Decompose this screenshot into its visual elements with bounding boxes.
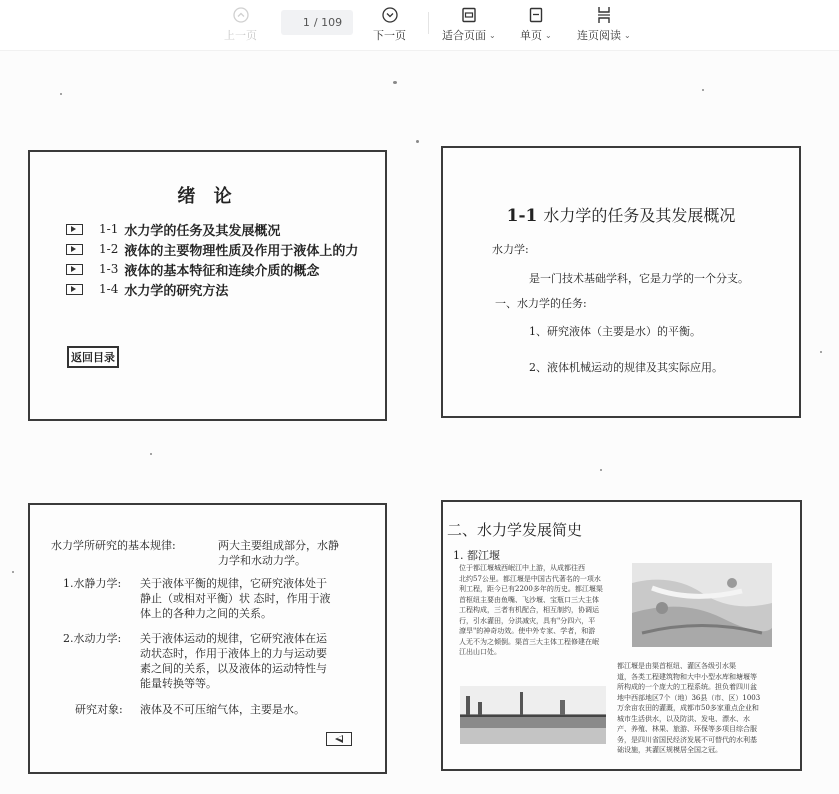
- continuous-scroll-icon: [596, 6, 612, 24]
- toc-text: 液体的主要物理性质及作用于液体上的力: [124, 243, 359, 259]
- continuous-read-label: 连页阅读: [577, 29, 621, 42]
- dynamics-line: 关于液体运动的规律，它研究液体在运: [140, 632, 327, 645]
- intro-label: 水力学所研究的基本规律:: [51, 539, 176, 552]
- statics-line: 关于液体平衡的规律，它研究液体处于: [140, 577, 327, 590]
- play-box-icon: [66, 284, 83, 295]
- slide-line: 水力学:: [492, 243, 529, 256]
- dujiangyan-aerial-photo: [632, 563, 772, 647]
- single-page-icon: [528, 6, 544, 24]
- toc-text: 液体的基本特征和连续介质的概念: [124, 263, 320, 279]
- page-indicator: [281, 10, 353, 35]
- dujiangyan-weir-photo: [460, 686, 606, 744]
- page-total: / 109: [313, 16, 343, 29]
- slide-basic-laws: [28, 503, 387, 774]
- play-box-icon: [66, 224, 83, 235]
- prev-page-label: 上一页: [224, 29, 257, 42]
- object-label: 研究对象:: [75, 703, 123, 716]
- paragraph-line: 潦旱"的神奇功效。使中外专家、学者，和游: [459, 627, 596, 635]
- slide-subheading: 1. 都江堰: [453, 549, 500, 562]
- caret-down-icon: ⌄: [489, 30, 496, 40]
- heading-number: 1-1: [506, 206, 538, 226]
- paragraph-line: 产、养殖、林果、旅游、环保等多项目综合服: [617, 725, 757, 733]
- paragraph-line: 利工程，距今已有2200多年的历史。都江堰渠: [459, 585, 603, 593]
- slide-heading: [443, 203, 799, 226]
- slide-intro-contents: [28, 150, 387, 421]
- paragraph-line: 所构成的一个庞大的工程系统。担负着四川盆: [617, 683, 757, 691]
- history-paragraph-1: [459, 563, 635, 658]
- slide-heading: 二、水力学发展简史: [447, 521, 583, 539]
- paragraph-line: 道，各类工程建筑物和大中小型水库和塘堰等: [617, 672, 757, 681]
- paragraph-line: 首枢纽主要由鱼嘴、飞沙堰、宝瓶口三大主体: [459, 595, 599, 604]
- table-of-contents: [66, 219, 358, 299]
- toc-number: 1-4: [99, 282, 119, 296]
- toc-item[interactable]: [66, 259, 358, 279]
- paragraph-line: 江出山口处。: [459, 648, 501, 656]
- next-page-button[interactable]: [373, 6, 406, 43]
- toc-text: 水力学的研究方法: [124, 283, 229, 299]
- single-page-label: 单页: [520, 29, 542, 42]
- intro-text: 力学和水动力学。: [218, 554, 306, 567]
- fit-page-icon: [461, 6, 477, 24]
- heading-text: 水力学的任务及其发展概况: [543, 206, 736, 225]
- paragraph-line: 都江堰是由渠首枢纽、灌区各级引水渠: [617, 662, 736, 670]
- paragraph-line: 地中西部地区7个（地）36县（市、区）1003: [617, 693, 761, 702]
- slide-line: 1、研究液体（主要是水）的平衡。: [529, 325, 701, 338]
- dynamics-line: 素之间的关系，以及液体的运动特性与: [140, 662, 327, 675]
- toc-item[interactable]: [66, 279, 358, 299]
- chevron-up-circle-icon: [233, 6, 249, 24]
- scan-speck: [150, 453, 152, 455]
- scan-speck: [702, 89, 704, 91]
- statics-line: 体上的各种力之间的关系。: [140, 607, 272, 620]
- paragraph-line: 础设施，其灌区规模居全国之冠。: [617, 746, 722, 754]
- slide-line: 一、水力学的任务:: [495, 297, 587, 310]
- paragraph-line: 万余亩农田的灌溉，成都市50多家重点企业和: [617, 704, 759, 712]
- play-box-icon: [66, 244, 83, 255]
- paragraph-line: 行，引水灌田，分洪减灾，具有"分四六，平: [459, 616, 596, 625]
- reader-toolbar: [0, 0, 839, 51]
- toc-item[interactable]: [66, 239, 358, 259]
- back-to-contents-button[interactable]: 返回目录: [67, 346, 119, 368]
- intro-text: 两大主要组成部分，水静: [218, 539, 339, 552]
- back-arrow-button[interactable]: [326, 732, 352, 746]
- slide-line: 2、液体机械运动的规律及其实际应用。: [529, 361, 723, 374]
- fit-page-button[interactable]: [442, 6, 496, 43]
- caret-down-icon: ⌄: [624, 30, 631, 40]
- slide-history: [441, 500, 802, 771]
- slide-task-overview: [441, 146, 801, 418]
- scan-speck: [600, 469, 602, 471]
- statics-line: 静止（或相对平衡）状 态时，作用于液: [140, 592, 331, 605]
- scan-speck: [12, 571, 14, 573]
- chevron-down-circle-icon: [382, 6, 398, 24]
- dynamics-label: 2.水动力学:: [63, 632, 122, 645]
- slide-line: 是一门技术基础学科，它是力学的一个分支。: [529, 272, 749, 285]
- paragraph-line: 位于都江堰城西岷江中上游，从成都往西: [459, 564, 585, 572]
- paragraph-line: 务，是四川省国民经济发展不可替代的水利基: [617, 735, 757, 744]
- prev-page-button[interactable]: [224, 6, 257, 43]
- toc-number: 1-3: [99, 262, 119, 276]
- page-number-input[interactable]: [292, 16, 310, 29]
- object-text: 液体及不可压缩气体，主要是水。: [140, 703, 305, 716]
- paragraph-line: 北约57公里。都江堰是中国古代著名的一项水: [459, 574, 601, 583]
- scan-speck: [416, 140, 419, 143]
- slide-title: 绪 论: [177, 186, 238, 207]
- dynamics-line: 能量转换等等。: [140, 677, 217, 690]
- history-paragraph-2: [617, 661, 792, 756]
- scan-speck: [820, 351, 822, 353]
- single-page-button[interactable]: [520, 6, 552, 43]
- toc-number: 1-2: [99, 242, 119, 256]
- play-box-icon: [66, 264, 83, 275]
- paragraph-line: 人无不为之倾倒。渠首三大主体工程修建在岷: [459, 637, 599, 646]
- scan-speck: [393, 81, 397, 84]
- continuous-read-button[interactable]: [577, 6, 631, 43]
- dynamics-line: 动状态时，作用于液体上的力与运动要: [140, 647, 327, 660]
- next-page-label: 下一页: [373, 29, 406, 42]
- fit-page-label: 适合页面: [442, 29, 486, 42]
- toc-text: 水力学的任务及其发展概况: [124, 223, 281, 239]
- toc-item[interactable]: [66, 219, 358, 239]
- paragraph-line: 工程构成，三者有机配合，相互制约，协调运: [459, 606, 599, 614]
- toc-number: 1-1: [99, 222, 119, 236]
- paragraph-line: 城市生活供水，以及防洪、发电、漂水、水: [617, 714, 750, 723]
- document-page: [0, 51, 839, 794]
- statics-label: 1.水静力学:: [63, 577, 122, 590]
- toolbar-divider: [428, 12, 429, 34]
- caret-down-icon: ⌄: [545, 30, 552, 40]
- scan-speck: [60, 93, 62, 95]
